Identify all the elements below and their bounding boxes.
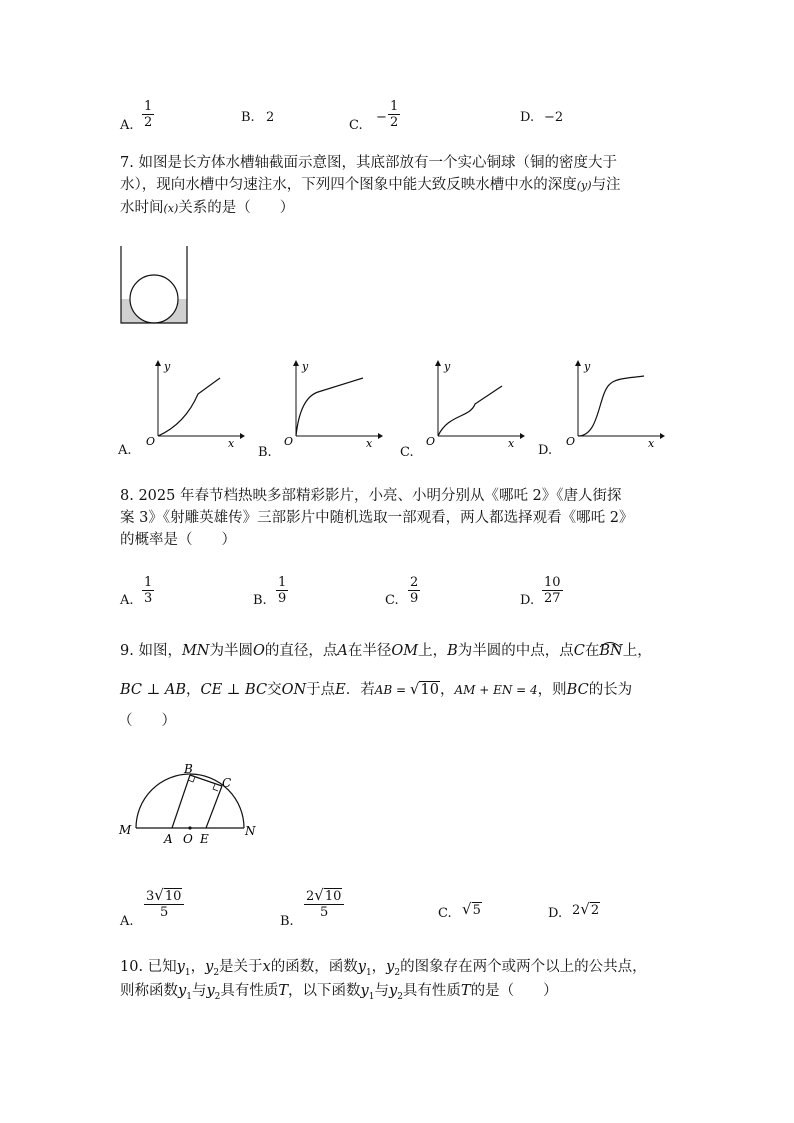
point-b-label: B — [184, 762, 193, 776]
q6-option-b-label: B. — [241, 110, 255, 125]
q7-graph-a — [140, 356, 245, 448]
q7-tank-diagram — [118, 244, 190, 328]
y-label: y — [584, 360, 591, 373]
origin-label: O — [426, 435, 436, 448]
q10-line-1: 10. 已知$y_1$，$y_2$是关于x的函数，函数$y_1$，$y_2$的图象存在两个或两个以上的公共点， — [120, 959, 647, 978]
q7-graph-options — [118, 356, 678, 462]
y-label: y — [164, 360, 171, 373]
q8-option-d-value: $\frac{10}{27}$ — [544, 575, 561, 606]
point-c-label: C — [222, 776, 232, 790]
q7-option-b-label: B. — [258, 445, 272, 460]
center-point — [188, 826, 191, 829]
q10-line-2: 则称函数$y_1$与$y_2$具有性质T，以下函数$y_1$与$y_2$具有性质T的是（ ） — [120, 983, 558, 1002]
q9-options — [120, 888, 680, 932]
q7-graph-d — [560, 356, 665, 448]
q8-line-3: 的概率是（ ） — [120, 532, 236, 548]
curve — [578, 376, 644, 436]
y-label: y — [444, 360, 451, 373]
q9-line-3: （ ） — [118, 713, 176, 729]
q9-option-a-label: A. — [120, 914, 134, 929]
x-label: x — [508, 437, 515, 448]
curve — [438, 386, 502, 436]
q6-option-a-value: $\frac{1}{2}$ — [144, 99, 153, 130]
q6-option-c-value: $\frac{1}{2}$ — [390, 99, 399, 130]
q8-option-a-value: $\frac{1}{3}$ — [144, 575, 153, 606]
arc-mark-icon — [599, 640, 621, 648]
q9-option-b-label: B. — [280, 914, 294, 929]
x-arrow — [520, 433, 525, 439]
x-arrow — [660, 433, 665, 439]
q8-option-a-label: A. — [120, 593, 134, 608]
arc-bn: BN — [599, 643, 622, 659]
q6-option-c-label: C. — [349, 118, 363, 133]
x-arrow — [378, 433, 383, 439]
q6-option-a-label: A. — [120, 118, 134, 133]
copper-ball — [130, 275, 178, 323]
q6-option-b-value: 2 — [266, 110, 275, 125]
q7-graph-c — [420, 356, 525, 448]
q8-option-b-value: $\frac{1}{9}$ — [278, 575, 287, 606]
q7-line-3: 水时间(x)关系的是（ ） — [120, 200, 295, 216]
right-angle-c — [213, 784, 218, 791]
point-e-label: E — [200, 832, 209, 846]
q9-option-b-value: $\frac{2√10}{5}$ — [304, 888, 344, 919]
q6-option-d-value: −2 — [544, 110, 564, 125]
x-label: x — [366, 437, 373, 448]
point-o-label: O — [183, 832, 193, 846]
q9-option-d-label: D. — [548, 906, 563, 921]
x-label: x — [648, 437, 655, 448]
q7-line-1: 7. 如图是长方体水槽轴截面示意图，其底部放有一个实心铜球（铜的密度大于 — [120, 155, 617, 171]
q9-option-d-value: 2√2 — [572, 900, 600, 918]
y-arrow — [293, 360, 299, 366]
segment-ab — [172, 775, 190, 828]
q7-option-c-label: C. — [400, 445, 414, 460]
q9-line-1: 9. 如图，MN为半圆O的直径，点A在半径OM上，B为半圆的中点，点C在 BN上， — [120, 640, 700, 662]
q8-option-c-value: $\frac{2}{9}$ — [410, 575, 419, 606]
q6-option-c-sign: − — [376, 110, 387, 125]
y-label: y — [302, 360, 309, 373]
q6-options — [120, 100, 720, 136]
q7-option-d-label: D. — [538, 443, 553, 458]
q8-option-c-label: C. — [385, 593, 399, 608]
point-n-label: N — [245, 824, 256, 838]
y-arrow — [575, 360, 581, 366]
q9-option-c-label: C. — [438, 906, 452, 921]
q7-text — [120, 152, 680, 220]
q9-option-a-value: $\frac{3√10}{5}$ — [144, 888, 184, 919]
origin-label: O — [284, 435, 294, 448]
point-m-label: M — [119, 823, 132, 837]
x-arrow — [240, 433, 245, 439]
q6-option-d-label: D. — [520, 110, 535, 125]
q8-text — [120, 485, 680, 551]
origin-label: O — [146, 435, 156, 448]
q8-options — [120, 576, 680, 612]
y-arrow — [155, 360, 161, 366]
q8-option-d-label: D. — [520, 593, 535, 608]
y-arrow — [435, 360, 441, 366]
curve — [296, 378, 363, 436]
q9-option-c-value: √5 — [462, 900, 481, 918]
q8-line-1: 8. 2025 年春节档热映多部精彩影片，小亮、小明分别从《哪吒 2》《唐人街探 — [120, 488, 622, 504]
x-label: x — [228, 437, 235, 448]
q9-semicircle-figure — [116, 760, 266, 852]
q8-option-b-label: B. — [253, 593, 267, 608]
q7-option-a-label: A. — [118, 443, 132, 458]
q7-graph-b — [278, 356, 383, 448]
q9-line-2: BC ⊥ AB，CE ⊥ BC交ON于点E．若AB = √10，AM + EN = 4，则BC的长为 — [120, 680, 633, 698]
segment-ce — [206, 786, 222, 828]
curve — [158, 378, 220, 436]
q7-line-2: 水），现向水槽中匀速注水，下列四个图象中能大致反映水槽中水的深度(y)与注 — [120, 177, 621, 193]
origin-label: O — [566, 435, 576, 448]
point-a-label: A — [164, 832, 173, 846]
q8-line-2: 案 3》《射雕英雄传》三部影片中随机选取一部观看，两人都选择观看《哪吒 2》 — [120, 510, 634, 526]
